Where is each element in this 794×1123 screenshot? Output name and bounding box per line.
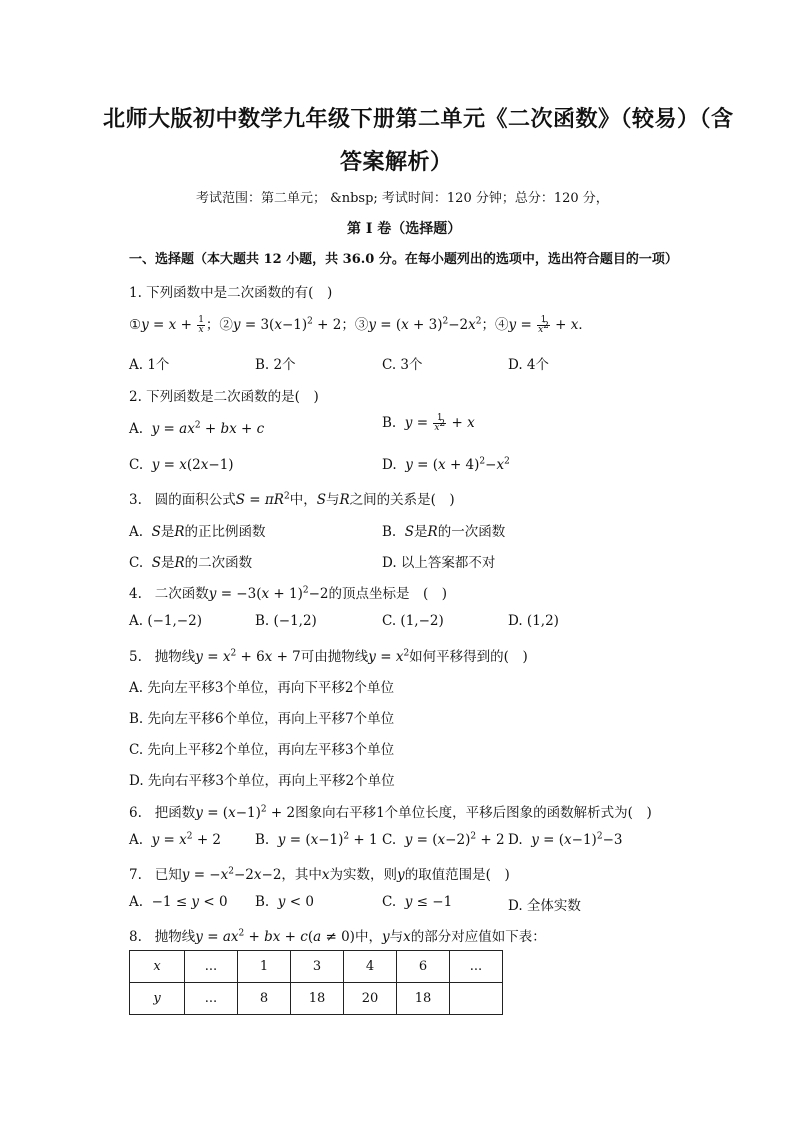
q7-option-a: A. −1 ≤ y < 0 [129,894,228,910]
q3-option-c: C. S是R的二次函数 [129,555,253,571]
q2-option-b: B. y = $\frac{1}{x^2}$ + x [382,413,475,433]
question-6-stem: 6. 把函数$y = (x-1)^2 + 2$图象向右平移1个单位长度，平移后图象的函数解析式为( ) [129,804,652,821]
table-cell: 8 [238,983,291,1015]
table-cell: ... [185,951,238,983]
q4-option-d: D. (1,2) [508,613,559,629]
table-cell: ... [185,983,238,1015]
question-5-stem: 5. 抛物线$y = x^2 + 6x + 7$可由抛物线$y = x^2$如何平移得到的( ) [129,648,528,665]
table-cell: 6 [397,951,450,983]
value-table [129,950,503,1015]
q6-option-a: A. $y = x^2 + 2$ [129,831,222,848]
q1-option-d: D. 4个 [508,357,550,373]
table-row-x [130,951,503,983]
table-cell: 1 [238,951,291,983]
q4-option-c: C. (1,−2) [382,613,444,629]
table-cell: 18 [291,983,344,1015]
item-4: ④y = $\frac{1}{x^2}$ + x． [495,315,592,335]
q3-option-b: B. S是R的一次函数 [382,524,506,540]
q4-option-b: B. (−1,2) [255,613,317,629]
q2-option-c: C. y = x(2x−1) [129,457,234,473]
q7-option-b: B. y < 0 [255,894,314,910]
question-3-stem: 3. 圆的面积公式$S = \pi R^2$中，S与R之间的关系是( ) [129,491,455,508]
q5-option-d: D. 先向右平移3个单位，再向上平移2个单位 [129,773,395,789]
question-1-stem: 1. 下列函数中是二次函数的有( ) [129,285,333,301]
q3-option-a: A. S是R的正比例函数 [129,524,266,540]
q5-option-a: A. 先向左平移3个单位，再向下平移2个单位 [129,680,395,696]
table-cell: y [130,983,185,1015]
question-7-stem: 7. 已知$y = -x^2-2x-2$，其中x为实数，则y的取值范围是( ) [129,866,510,883]
table-cell: ... [450,951,503,983]
q1-option-c: C. 3个 [382,357,423,373]
question-8-stem: 8. 抛物线$y = ax^2$ + bx + c(a ≠ 0)中，y与x的部分对应值如下表： [129,928,546,945]
q6-option-c: C. $y = (x-2)^2 + 2$ [382,831,505,848]
q7-option-c: C. y ≤ −1 [382,894,453,910]
item-2: ②y = $3(x-1)^2 + 2$； [219,316,355,333]
item-1: ①y = x + $\frac{1}{x}$ ； [129,315,220,335]
item-3: ③y = $(x + 3)^2-2x^2$； [354,316,496,333]
table-cell [450,983,503,1015]
doc-title-line-1: 北师大版初中数学九年级下册第二单元《二次函数》（较易）（含 [103,106,734,132]
volume-title: 第 I 卷（选择题） [347,221,462,237]
q2-option-a: A. $y = ax^2$ + bx + c [129,420,265,437]
question-1-items [129,313,592,335]
q7-option-d: D. 全体实数 [508,898,581,914]
doc-title-line-2: 答案解析） [340,149,453,175]
section-heading: 一、选择题（本大题共 12 小题，共 36.0 分。在每小题列出的选项中，选出符合题目的一项） [129,252,678,267]
q5-option-b: B. 先向左平移6个单位，再向上平移7个单位 [129,711,395,727]
q2-option-d: D. $y = (x + 4)^2-x^2$ [382,456,510,473]
q4-option-a: A. (−1,−2) [129,613,202,629]
q1-option-a: A. 1个 [129,357,170,373]
table-cell: 4 [344,951,397,983]
exam-info: 考试范围：第二单元； &nbsp; 考试时间：120 分钟；总分：120 分， [196,191,609,206]
table-cell: x [130,951,185,983]
table-cell: 18 [397,983,450,1015]
question-2-stem: 2. 下列函数是二次函数的是( ) [129,389,319,405]
q1-option-b: B. 2个 [255,357,296,373]
q6-option-d: D. $y = (x-1)^2-3$ [508,831,623,848]
q3-option-d: D. 以上答案都不对 [382,555,496,571]
table-cell: 20 [344,983,397,1015]
q5-option-c: C. 先向上平移2个单位，再向左平移3个单位 [129,742,395,758]
q6-option-b: B. $y = (x-1)^2 + 1$ [255,831,378,848]
question-4-stem: 4. 二次函数$y = -3(x + 1)^2-2$的顶点坐标是 ( ) [129,585,448,602]
table-row-y [130,983,503,1015]
table-cell: 3 [291,951,344,983]
